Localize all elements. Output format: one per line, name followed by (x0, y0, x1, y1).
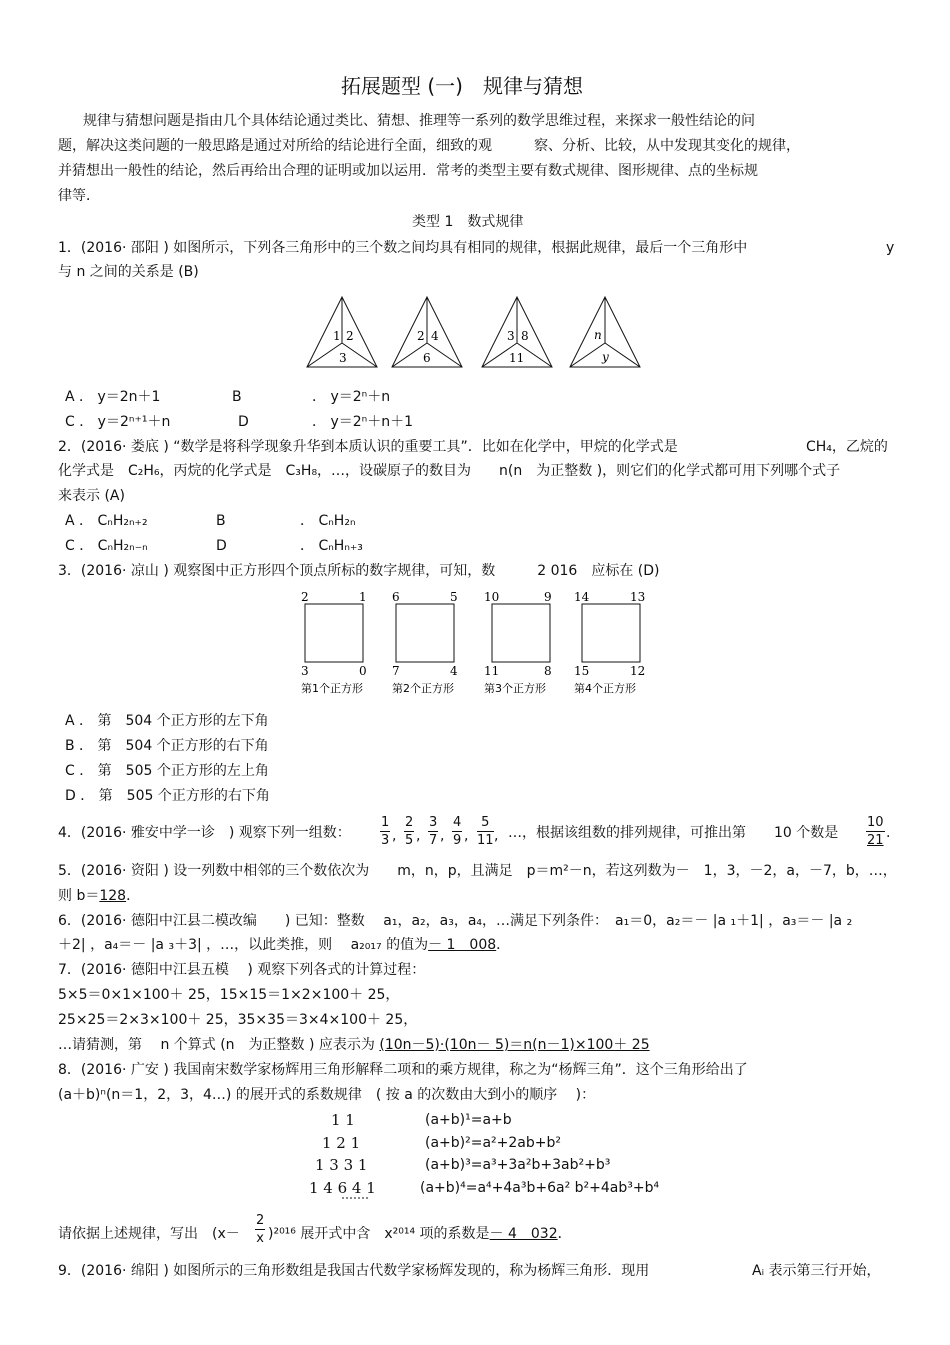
section-heading: 类型 1 数式规律 (412, 214, 524, 230)
q8-answer: － 4 032 (489, 1226, 558, 1242)
square-3-br: 8 (544, 664, 552, 678)
q6-stem-line-1: 6．(2016· 德阳中江县二模改编 ) 已知：整数 a₁，a₂，a₃，a₄，…满足下列条件： a₁＝0，a₂＝－ |a ₁＋1| ，a₃＝－ |a ₂ (58, 913, 853, 929)
q2-option-b-label: B (216, 513, 226, 529)
square-1-tl: 2 (301, 590, 309, 604)
q8-stem-line-1: 8．(2016· 广安 ) 我国南宋数学家杨辉用三角形解释二项和的乘方规律，称之为“杨辉三角”．这个三角形给出了 (58, 1062, 748, 1078)
triangle-3-b: 8 (521, 329, 529, 343)
q5-answer: 128 (99, 888, 127, 904)
intro-line-2: 题，解决这类问题的一般思路是通过对所给的结论进行全面，细致的观 察、分析、比较，从中发现其变化的规律， (58, 138, 800, 154)
q4-stem: 4．(2016· 雅安中学一诊 ) 观察下列一组数： (58, 825, 351, 841)
q9-stem: 9．(2016· 绵阳 ) 如图所示的三角形数组是我国古代数学家杨辉发现的，称为杨辉三角形．现用 (58, 1263, 650, 1279)
q8-stem-line-2: (a＋b)ⁿ(n＝1，2，3，4…) 的展开式的系数规律 ( 按 a 的次数由大到小的顺序 )： (58, 1087, 596, 1103)
q7-example-1: 5×5＝0×1×100＋ 25，15×15＝1×2×100＋ 25， (58, 987, 400, 1003)
q3-option-b: B ． 第 504 个正方形的右下角 (65, 738, 269, 754)
square-4-caption: 第4个正方形 (574, 682, 636, 695)
square-3-bl: 11 (484, 664, 500, 678)
triangle-4 (570, 297, 640, 367)
square-4-tl: 14 (574, 590, 590, 604)
q1-stem-line-1: 1．(2016· 邵阳 ) 如图所示，下列各三角形中的三个数之间均具有相同的规律，根据此规律，最后一个三角形中 (58, 240, 748, 256)
q4-stem-tail: …，根据该组数的排列规律，可推出第 10 个数是 (508, 825, 839, 841)
q2-stem-line-1: 2．(2016· 娄底 ) “数学是将科学现象升华到本质认识的重要工具”．比如在化学中，甲烷的化学式是 (58, 439, 678, 455)
intro-line-3: 并猜想出一般性的结论，然后再给出合理的证明或加以运用．常考的类型主要有数式规律、图形规律、点的坐标规 (58, 163, 758, 179)
q6-stem-line-2: ＋2| ，a₄＝－ |a ₃＋3| ，…，以此类推，则 a₂₀₁₇ 的值为－ 1 008． (58, 937, 511, 953)
q4-fraction-5: $\frac{5}{11}$ (477, 815, 494, 848)
intro-line-4: 律等． (58, 188, 100, 204)
q2-stem-line-3: 来表示 (A) (58, 488, 125, 504)
q1-option-d-label: D (238, 414, 249, 430)
q2-stem-line-2: 化学式是 C₂H₆，丙烷的化学式是 C₃H₈，…，设碳原子的数目为 n(n 为正整数 )，则它们的化学式都可用下列哪个式子 (58, 463, 841, 479)
triangle-2-b: 4 (431, 329, 439, 343)
q3-option-c: C ． 第 505 个正方形的左上角 (65, 763, 269, 779)
square-2-br: 4 (450, 664, 458, 678)
q7-stem: 7．(2016· 德阳中江县五模 ) 观察下列各式的计算过程： (58, 962, 426, 978)
square-1-caption: 第1个正方形 (301, 682, 363, 695)
q2-option-c: C ． CₙH₂ₙ₋ₙ (65, 538, 148, 554)
triangle-3-a: 3 (507, 329, 515, 343)
square-4 (574, 590, 645, 695)
yanghui-highlight-dots (342, 1196, 372, 1200)
triangle-1-a: 1 (333, 329, 341, 343)
q3-option-a: A ． 第 504 个正方形的左下角 (65, 713, 269, 729)
q3-option-d: D ． 第 505 个正方形的右下角 (65, 788, 270, 804)
triangle-2 (392, 297, 462, 367)
square-4-bl: 15 (574, 664, 590, 678)
q9-stem-tail: Aᵢ 表示第三行开始， (752, 1263, 881, 1279)
square-3 (484, 590, 552, 695)
q7-answer: (10n－5)·(10n－ 5)＝n(n－1)×100＋ 25 (379, 1037, 650, 1053)
q4-fraction-4: $\frac{4}{9}$ (453, 815, 462, 848)
square-2-bl: 7 (392, 664, 400, 678)
q1-option-b-label: B (232, 389, 242, 405)
square-3-tr: 9 (544, 590, 552, 604)
yanghui-row-3: 1 3 3 1 (315, 1156, 368, 1174)
binomial-expr-1: (a+b)¹=a+b (425, 1112, 512, 1128)
square-4-br: 12 (630, 664, 646, 678)
triangle-1 (307, 297, 377, 367)
square-2-caption: 第2个正方形 (392, 682, 454, 695)
square-3-tl: 10 (484, 590, 500, 604)
q1-option-d: ． y＝2ⁿ＋n＋1 (312, 414, 414, 430)
q2-option-d-label: D (216, 538, 227, 554)
q1-option-a: A ． y＝2n＋1 (65, 389, 161, 405)
q2-option-b: ． CₙH₂ₙ (300, 513, 356, 529)
square-1-tr: 1 (359, 590, 367, 604)
square-1 (301, 590, 367, 695)
intro-line-1: 规律与猜想问题是指由几个具体结论通过类比、猜想、推理等一系列的数学思维过程，来探求一般性结论的问 (83, 113, 755, 129)
q5-stem-line-2: 则 b＝128． (58, 888, 141, 904)
q7-example-2: 25×25＝2×3×100＋ 25，35×35＝3×4×100＋ 25， (58, 1012, 418, 1028)
q4-fraction-3: $\frac{3}{7}$ (429, 815, 438, 848)
triangle-1-c: 3 (339, 351, 347, 365)
triangle-4-y: y (602, 350, 609, 364)
triangle-1-b: 2 (346, 329, 354, 343)
q6-answer: － 1 008 (428, 937, 497, 953)
q1-triangles-figure (300, 295, 650, 370)
triangle-3-c: 11 (509, 351, 525, 365)
square-1-br: 0 (359, 664, 367, 678)
yanghui-row-2: 1 2 1 (322, 1134, 361, 1152)
yanghui-row-1: 1 1 (331, 1111, 355, 1129)
q7-guess: …请猜测，第 n 个算式 (n 为正整数 ) 应表示为 (10n－5)·(10n－ 5)＝n(n－1)×100＋ 25 (58, 1037, 650, 1053)
triangle-2-c: 6 (423, 351, 431, 365)
q1-option-c: C ． y＝2ⁿ⁺¹＋n (65, 414, 171, 430)
q5-stem-line-1: 5．(2016· 资阳 ) 设一列数中相邻的三个数依次为 m，n，p，且满足 p＝m²－n，若这列数为－ 1，3，－2，a，－7，b，…， (58, 863, 897, 879)
q1-stem-tail: y (886, 240, 895, 256)
triangle-3 (482, 297, 552, 367)
triangle-2-a: 2 (417, 329, 425, 343)
q1-stem-line-2: 与 n 之间的关系是 (B) (58, 264, 199, 280)
q3-squares-figure (298, 590, 658, 700)
binomial-expr-2: (a+b)²=a²+2ab+b² (425, 1135, 561, 1151)
page-title: 拓展题型 (一) 规律与猜想 (341, 74, 583, 98)
q4-fraction-2: $\frac{2}{5}$ (405, 815, 414, 848)
square-3-caption: 第3个正方形 (484, 682, 546, 695)
square-2-tl: 6 (392, 590, 400, 604)
yanghui-row-4: 1 4 6 4 1 (309, 1179, 376, 1197)
square-2 (392, 590, 458, 695)
q4-fraction-1: $\frac{1}{3}$ (381, 815, 390, 848)
q8-fraction: $\frac{2}{x}$ (256, 1213, 265, 1246)
square-2-tr: 5 (450, 590, 458, 604)
binomial-expr-4: (a+b)⁴=a⁴+4a³b+6a² b²+4ab³+b⁴ (420, 1180, 660, 1196)
binomial-expr-3: (a+b)³=a³+3a²b+3ab²+b³ (425, 1157, 611, 1173)
q2-stem-tail: CH₄，乙烷的 (806, 439, 888, 455)
q8-task-pre: 请依据上述规律，写出 (x－ (58, 1226, 240, 1242)
triangle-4-n: n (594, 328, 602, 342)
q8-task-post: )²⁰¹⁶ 展开式中含 x²⁰¹⁴ 项的系数是－ 4 032． (268, 1226, 572, 1242)
q1-option-b: ． y＝2ⁿ＋n (312, 389, 391, 405)
q2-option-a: A ． CₙH₂ₙ₊₂ (65, 513, 148, 529)
q4-answer-fraction: $\frac{10}{21}$ (867, 815, 884, 848)
square-1-bl: 3 (301, 664, 309, 678)
q3-stem: 3．(2016· 凉山 ) 观察图中正方形四个顶点所标的数字规律，可知，数 2 016 应标在 (D) (58, 563, 660, 579)
q2-option-d: ． CₙHₙ₊₃ (300, 538, 363, 554)
square-4-tr: 13 (630, 590, 646, 604)
